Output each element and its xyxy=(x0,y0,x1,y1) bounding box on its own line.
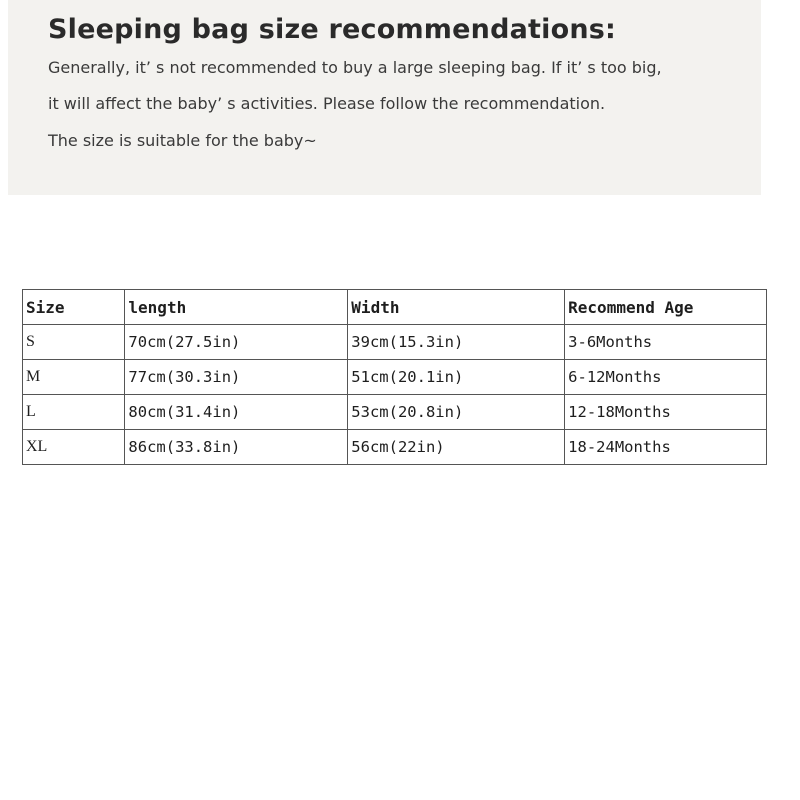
header-recommend-age: Recommend Age xyxy=(565,290,767,325)
table-header-row xyxy=(23,290,767,325)
intro-line: The size is suitable for the baby~ xyxy=(48,131,317,150)
size-cell: S xyxy=(23,325,125,360)
width-cell: 39cm(15.3in) xyxy=(348,325,565,360)
size-cell: L xyxy=(23,395,125,430)
width-cell: 56cm(22in) xyxy=(348,430,565,465)
table-row xyxy=(23,325,767,360)
width-cell: 53cm(20.8in) xyxy=(348,395,565,430)
intro-line: Generally, it’ s not recommended to buy a large sleeping bag. If it’ s too big, xyxy=(48,58,662,77)
size-chart-table xyxy=(22,289,767,465)
age-cell: 18-24Months xyxy=(565,430,767,465)
width-cell: 51cm(20.1in) xyxy=(348,360,565,395)
size-cell: XL xyxy=(23,430,125,465)
length-cell: 86cm(33.8in) xyxy=(125,430,348,465)
length-cell: 77cm(30.3in) xyxy=(125,360,348,395)
header-width: Width xyxy=(348,290,565,325)
age-cell: 3-6Months xyxy=(565,325,767,360)
age-cell: 6-12Months xyxy=(565,360,767,395)
intro-line: it will affect the baby’ s activities. Please follow the recommendation. xyxy=(48,94,606,113)
table-row xyxy=(23,360,767,395)
length-cell: 70cm(27.5in) xyxy=(125,325,348,360)
size-cell: M xyxy=(23,360,125,395)
table-row xyxy=(23,430,767,465)
header-size: Size xyxy=(23,290,125,325)
length-cell: 80cm(31.4in) xyxy=(125,395,348,430)
table-row xyxy=(23,395,767,430)
header-length: length xyxy=(125,290,348,325)
page-title: Sleeping bag size recommendations: xyxy=(48,14,617,45)
age-cell: 12-18Months xyxy=(565,395,767,430)
